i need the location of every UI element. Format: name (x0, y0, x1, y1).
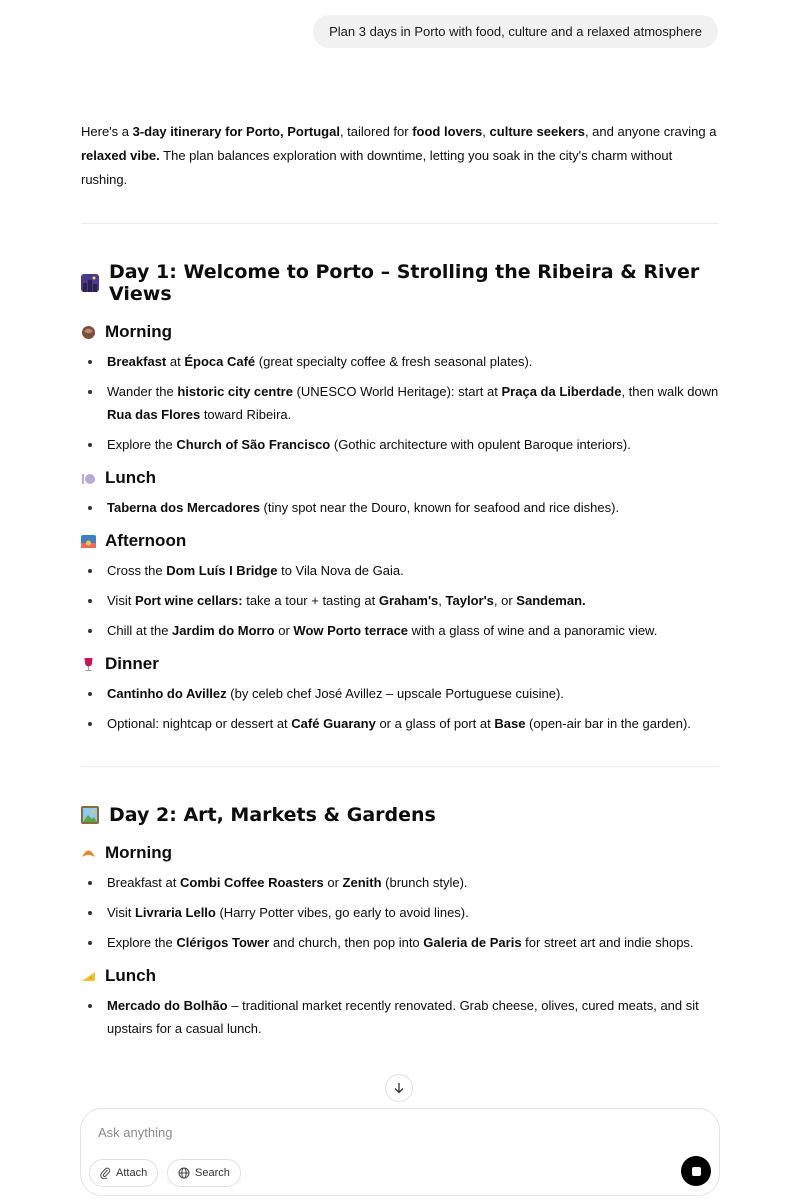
text: (tiny spot near the Douro, known for seafood and rice dishes). (259, 500, 620, 515)
list-item (81, 871, 719, 894)
bold-text: historic city centre (177, 384, 293, 399)
list-item (81, 496, 719, 519)
text: , then walk down (621, 384, 719, 399)
section-heading (81, 843, 719, 863)
bold-text: Café Guarany (291, 716, 376, 731)
text: (UNESCO World Heritage): start at (292, 384, 502, 399)
section-heading (81, 468, 719, 488)
list-item (81, 994, 719, 1040)
wine-glass-icon (81, 657, 96, 672)
list-item (81, 619, 719, 642)
bold-text: Mercado do Bolhão (107, 998, 228, 1013)
text: (by celeb chef José Avillez – upscale Portuguese cuisine). (226, 686, 564, 701)
section-title-text: Lunch (105, 468, 156, 487)
text: toward Ribeira. (200, 407, 292, 422)
bold-text: culture seekers (489, 124, 585, 139)
text: , or (493, 593, 517, 608)
day-heading (81, 261, 719, 305)
text: Wander the (107, 384, 178, 399)
bold-text: Graham's (378, 593, 439, 608)
section-heading (81, 654, 719, 674)
list-item (81, 712, 719, 735)
croissant-icon (81, 846, 96, 861)
sunset-icon (81, 534, 96, 549)
list-item (81, 559, 719, 582)
bold-text: Base (494, 716, 526, 731)
text: , and anyone craving a (584, 124, 717, 139)
text: , tailored for (339, 124, 413, 139)
list-item (81, 350, 719, 373)
bold-text: Zenith (342, 875, 382, 890)
section-title-text: Dinner (105, 654, 159, 673)
paperclip-icon (100, 1167, 111, 1179)
bullet-list (81, 496, 719, 519)
list-item (81, 380, 719, 426)
day-heading (81, 804, 719, 826)
bold-text: relaxed vibe. (81, 148, 160, 163)
text: Visit (107, 905, 135, 920)
text: , (438, 593, 446, 608)
bold-text: Jardim do Morro (172, 623, 275, 638)
assistant-response (81, 120, 719, 1047)
bold-text: Rua das Flores (107, 407, 201, 422)
text: (great specialty coffee & fresh seasonal plates). (255, 354, 533, 369)
search-label: Search (195, 1167, 230, 1179)
text: to Vila Nova de Gaia. (277, 563, 404, 578)
coffee-icon (81, 325, 96, 340)
text: Here's a (81, 124, 133, 139)
bold-text: Taylor's (445, 593, 494, 608)
scroll-down-button[interactable] (385, 1074, 413, 1102)
section-title-text: Morning (105, 322, 173, 341)
text: (Gothic architecture with opulent Baroque interiors). (330, 437, 631, 452)
text: Explore the (107, 437, 177, 452)
text: at (166, 354, 185, 369)
text: (Harry Potter vibes, go early to avoid lines). (215, 905, 469, 920)
bold-text: Clérigos Tower (176, 935, 270, 950)
bold-text: Época Café (184, 354, 256, 369)
list-item (81, 931, 719, 954)
section-divider (81, 223, 719, 224)
stop-button[interactable] (681, 1156, 711, 1186)
text: (brunch style). (381, 875, 468, 890)
list-item (81, 682, 719, 705)
night-city-emoji (81, 274, 99, 292)
text: Explore the (107, 935, 177, 950)
text: take a tour + tasting at (242, 593, 379, 608)
text: for street art and indie shops. (521, 935, 694, 950)
globe-icon (178, 1167, 190, 1179)
fork-plate-icon (81, 471, 96, 486)
bold-text: Galeria de Paris (423, 935, 522, 950)
text: Chill at the (107, 623, 173, 638)
stop-icon (692, 1167, 701, 1176)
bullet-list (81, 994, 719, 1040)
day-title-text: Day 1: Welcome to Porto – Strolling the Ribeira & River Views (109, 261, 700, 305)
section-title-text: Morning (105, 843, 173, 862)
section-heading (81, 322, 719, 342)
text: Visit (107, 593, 135, 608)
text: or a glass of port at (375, 716, 495, 731)
section-heading (81, 531, 719, 551)
attach-label: Attach (116, 1167, 148, 1179)
list-item (81, 589, 719, 612)
text: Breakfast at (107, 875, 180, 890)
section-heading (81, 966, 719, 986)
bold-text: Wow Porto terrace (293, 623, 409, 638)
text: or (323, 875, 343, 890)
bold-text: 3-day itinerary for Porto, Portugal (132, 124, 340, 139)
bullet-list (81, 559, 719, 642)
text: (open-air bar in the garden). (525, 716, 691, 731)
text: – traditional market recently renovated. Grab cheese, olives, cured meats, and sit upstairs for a casual lunch. (107, 998, 699, 1036)
list-item (81, 901, 719, 924)
bold-text: Church of São Francisco (176, 437, 331, 452)
user-message-bubble: Plan 3 days in Porto with food, culture and a relaxed atmosphere (313, 15, 718, 48)
section-title-text: Lunch (105, 966, 156, 985)
text: or (274, 623, 294, 638)
section-title-text: Afternoon (105, 531, 187, 550)
framed-picture-emoji (81, 806, 99, 824)
bold-text: Taberna dos Mercadores (107, 500, 260, 515)
arrow-down-icon (393, 1082, 405, 1094)
section-divider (81, 766, 719, 767)
attach-button[interactable] (89, 1159, 158, 1187)
bullet-list (81, 682, 719, 735)
message-composer (80, 1108, 720, 1196)
bold-text: Livraria Lello (134, 905, 216, 920)
bold-text: Combi Coffee Roasters (179, 875, 324, 890)
text: Optional: nightcap or dessert at (107, 716, 292, 731)
bold-text: Cantinho do Avillez (107, 686, 227, 701)
bold-text: Port wine cellars: (134, 593, 243, 608)
bold-text: food lovers (412, 124, 483, 139)
chat-input[interactable]: Ask anything (98, 1125, 173, 1140)
cheese-icon (81, 969, 96, 984)
bold-text: Breakfast (107, 354, 167, 369)
text: The plan balances exploration with downtime, letting you soak in the city's charm without rushing. (81, 148, 673, 187)
text: and church, then pop into (269, 935, 424, 950)
search-button[interactable] (167, 1159, 241, 1187)
text: Cross the (107, 563, 167, 578)
text: , (482, 124, 490, 139)
intro-paragraph (81, 120, 719, 192)
bullet-list (81, 871, 719, 954)
text: with a glass of wine and a panoramic view. (408, 623, 658, 638)
bold-text: Dom Luís I Bridge (166, 563, 278, 578)
day-title-text: Day 2: Art, Markets & Gardens (109, 804, 436, 826)
bullet-list (81, 350, 719, 456)
list-item (81, 433, 719, 456)
bold-text: Praça da Liberdade (501, 384, 622, 399)
bold-text: Sandeman. (516, 593, 586, 608)
